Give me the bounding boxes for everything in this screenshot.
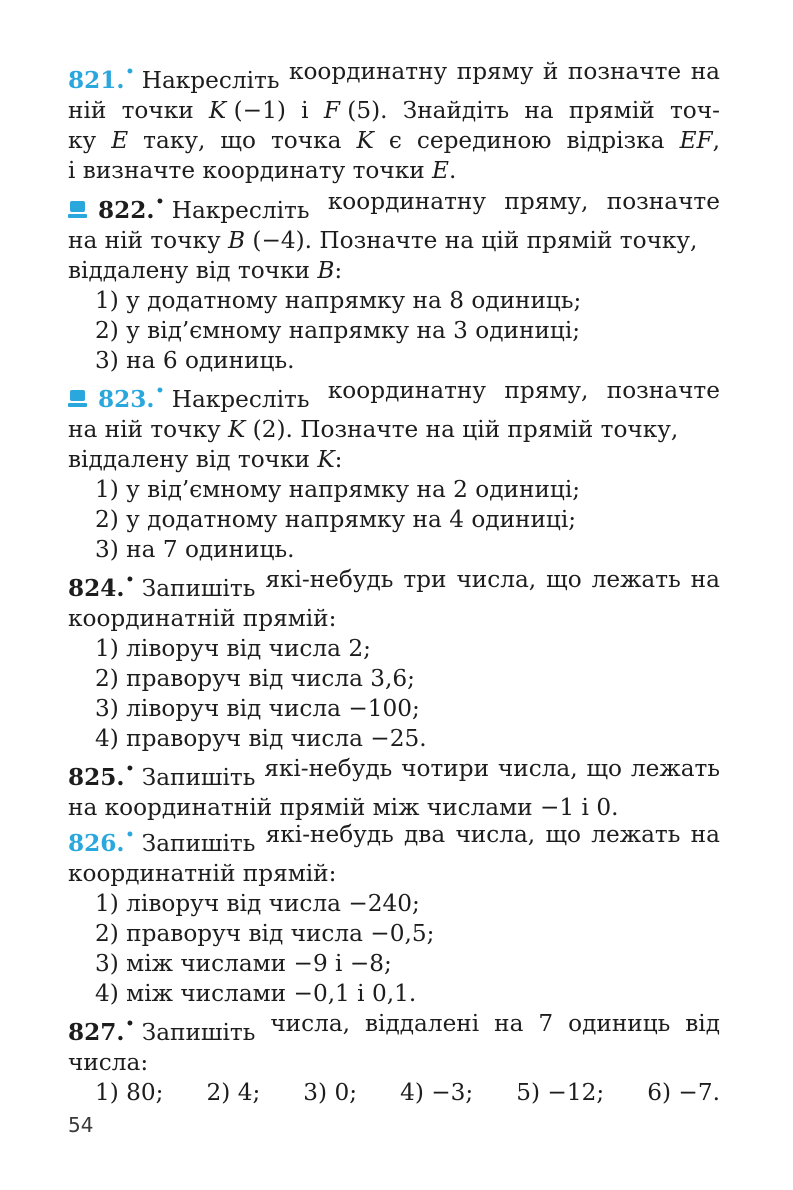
text-span: числа, <box>270 1010 351 1037</box>
text-span: прямій <box>568 96 655 124</box>
text-span: ній <box>68 96 107 124</box>
text-span: лежать <box>630 755 720 782</box>
text-span: на <box>690 821 720 848</box>
text-span: Запишіть <box>141 829 256 857</box>
list-item: 2) праворуч від числа −0,5; <box>95 919 435 947</box>
problem-number: 826. <box>68 829 125 857</box>
problem-824: 824.• Запишіть які-небудь три числа, що лежать на координатній прямій: 1) ліворуч від числа 2; 2) праворуч від числа 3,6; 3) ліворуч від числа −100; 4) праворуч від числа −25. <box>68 566 720 752</box>
list-item: 3) на 6 одиниць. <box>95 346 295 374</box>
text-span: Накресліть <box>141 66 280 94</box>
text-span: числа, <box>497 755 578 782</box>
text-span: Запишіть <box>141 1018 256 1046</box>
text-span: лежать <box>591 821 681 848</box>
text-span: пряму, <box>504 188 589 215</box>
text-span: одиниць <box>568 1010 671 1037</box>
problem-number: 824. <box>68 574 125 602</box>
text-span: на <box>494 1010 524 1037</box>
text-span: віддалені <box>365 1010 480 1037</box>
text-span: три <box>403 566 447 593</box>
text-span: точка <box>270 126 342 154</box>
problem-821: 821.• Накресліть координатну пряму й позначте на ній точки K (−1) і F (5). Знайдіть на прямій точ- ку E таку, що точка K є серединою відрізка EF, і визначте координату точки E. <box>68 58 720 184</box>
problem-number: 825. <box>68 763 125 791</box>
computer-icon <box>68 389 88 409</box>
text-span: віддалену від точки K: <box>68 445 343 473</box>
problem-823: 823.• Накресліть координатну пряму, позначте на ній точку K (2). Позначте на цій прямій точку, віддалену від точки K: 1) у від’ємному напрямку на 2 одиниці; 2) у додатному напрямку на 4 одиниці; 3) на 7 одиниць. <box>68 377 720 563</box>
list-item: 1) ліворуч від числа 2; <box>95 634 371 662</box>
text-span: таку, <box>143 126 206 154</box>
computer-icon <box>68 200 88 220</box>
text-span: які-небудь <box>264 755 393 782</box>
list-item: 3) 0; <box>303 1078 358 1106</box>
text-span: Накресліть <box>171 196 310 224</box>
text-span: два <box>404 821 446 848</box>
problem-825: 825.• Запишіть які-небудь чотири числа, що лежать на координатній прямій між числами −1 і 0. <box>68 755 720 821</box>
list-item: 2) у додатному напрямку на 4 одиниці; <box>95 505 577 533</box>
list-item: 3) ліворуч від числа −100; <box>95 694 420 722</box>
text-span: віддалену від точки B: <box>68 256 343 284</box>
text-span: позначте <box>606 188 720 215</box>
text-span: числа, <box>456 566 537 593</box>
text-span: на координатній прямій між числами −1 і 0. <box>68 793 619 821</box>
text-span: пряму <box>456 58 534 85</box>
text-span: числа: <box>68 1048 149 1076</box>
text-span: які-небудь <box>265 821 394 848</box>
list-item: 3) на 7 одиниць. <box>95 535 295 563</box>
list-item: 4) між числами −0,1 і 0,1. <box>95 979 417 1007</box>
text-span: EF, <box>679 126 720 154</box>
text-span: Накресліть <box>171 385 310 413</box>
text-span: на <box>690 566 720 593</box>
text-span: координатній прямій: <box>68 604 337 632</box>
list-item: 2) праворуч від числа 3,6; <box>95 664 415 692</box>
text-span: серединою <box>416 126 552 154</box>
text-span: пряму, <box>504 377 589 404</box>
text-span: які-небудь <box>265 566 394 593</box>
problem-826: 826.• Запишіть які-небудь два числа, що лежать на координатній прямій: 1) ліворуч від числа −240; 2) праворуч від числа −0,5; 3) між числами −9 і −8; 4) між числами −0,1 і 0,1. <box>68 821 720 1007</box>
text-span: чотири <box>401 755 490 782</box>
text-span: лежать <box>591 566 681 593</box>
text-span: числа, <box>455 821 536 848</box>
text-span: від <box>685 1010 720 1037</box>
problem-number: 821. <box>68 66 125 94</box>
list-item: 1) 80; <box>95 1078 164 1106</box>
text-span: 7 <box>538 1010 554 1037</box>
text-span: і визначте координату точки E. <box>68 156 457 184</box>
problem-822: 822.• Накресліть координатну пряму, позначте на ній точку B (−4). Позначте на цій прямій точку, віддалену від точки B: 1) у додатному напрямку на 8 одиниць; 2) у від’ємному напрямку на 3 одиниці; 3) на 6 одиниць. <box>68 188 720 374</box>
text-span: координатну <box>327 377 487 404</box>
list-item: 3) між числами −9 і −8; <box>95 949 392 977</box>
text-span: на ній точку K (2). Позначте на цій прямій точку, <box>68 415 679 443</box>
text-span: що <box>545 821 581 848</box>
text-span: відрізка <box>566 126 665 154</box>
text-span: точки <box>121 96 194 124</box>
text-span: що <box>220 126 256 154</box>
list-item: 4) праворуч від числа −25. <box>95 724 427 752</box>
list-item: 5) −12; <box>516 1078 605 1106</box>
text-span: на <box>524 96 554 124</box>
list-item: 2) у від’ємному напрямку на 3 одиниці; <box>95 316 581 344</box>
text-span: ку <box>68 126 97 154</box>
text-span: K <box>356 126 374 154</box>
list-item: 2) 4; <box>206 1078 261 1106</box>
text-span: на <box>690 58 720 85</box>
text-span: на ній точку B (−4). Позначте на цій прямій точку, <box>68 226 698 254</box>
list-item: 4) −3; <box>400 1078 474 1106</box>
text-span: K (−1) <box>208 96 286 124</box>
text-span: точ- <box>669 96 720 124</box>
problem-number: 823. <box>98 385 155 413</box>
text-span: і <box>301 96 309 124</box>
text-span: Знайдіть <box>402 96 510 124</box>
text-span: що <box>546 566 582 593</box>
problem-number: 822. <box>98 196 155 224</box>
text-span: Запишіть <box>141 763 256 791</box>
text-span: позначте <box>606 377 720 404</box>
text-span: координатну <box>288 58 448 85</box>
text-span: F (5). <box>323 96 388 124</box>
list-item: 1) у від’ємному напрямку на 2 одиниці; <box>95 475 581 503</box>
text-span: позначте <box>567 58 682 85</box>
text-span: що <box>586 755 623 782</box>
text-span: координатній прямій: <box>68 859 337 887</box>
answer-list <box>68 1078 720 1108</box>
text-span: Запишіть <box>141 574 256 602</box>
list-item: 1) ліворуч від числа −240; <box>95 889 420 917</box>
problem-827: 827.• Запишіть числа, віддалені на 7 одиниць від числа: 1) 80; 2) 4; 3) 0; 4) −3; 5) −12; 6) −7. <box>68 1010 720 1106</box>
list-item: 1) у додатному напрямку на 8 одиниць; <box>95 286 582 314</box>
problem-number: 827. <box>68 1018 125 1046</box>
text-span: й <box>542 58 559 85</box>
list-item: 6) −7. <box>647 1078 720 1106</box>
text-span: E <box>111 126 129 154</box>
page-number: 54 <box>68 1113 94 1137</box>
text-span: координатну <box>327 188 487 215</box>
text-span: є <box>388 126 402 154</box>
